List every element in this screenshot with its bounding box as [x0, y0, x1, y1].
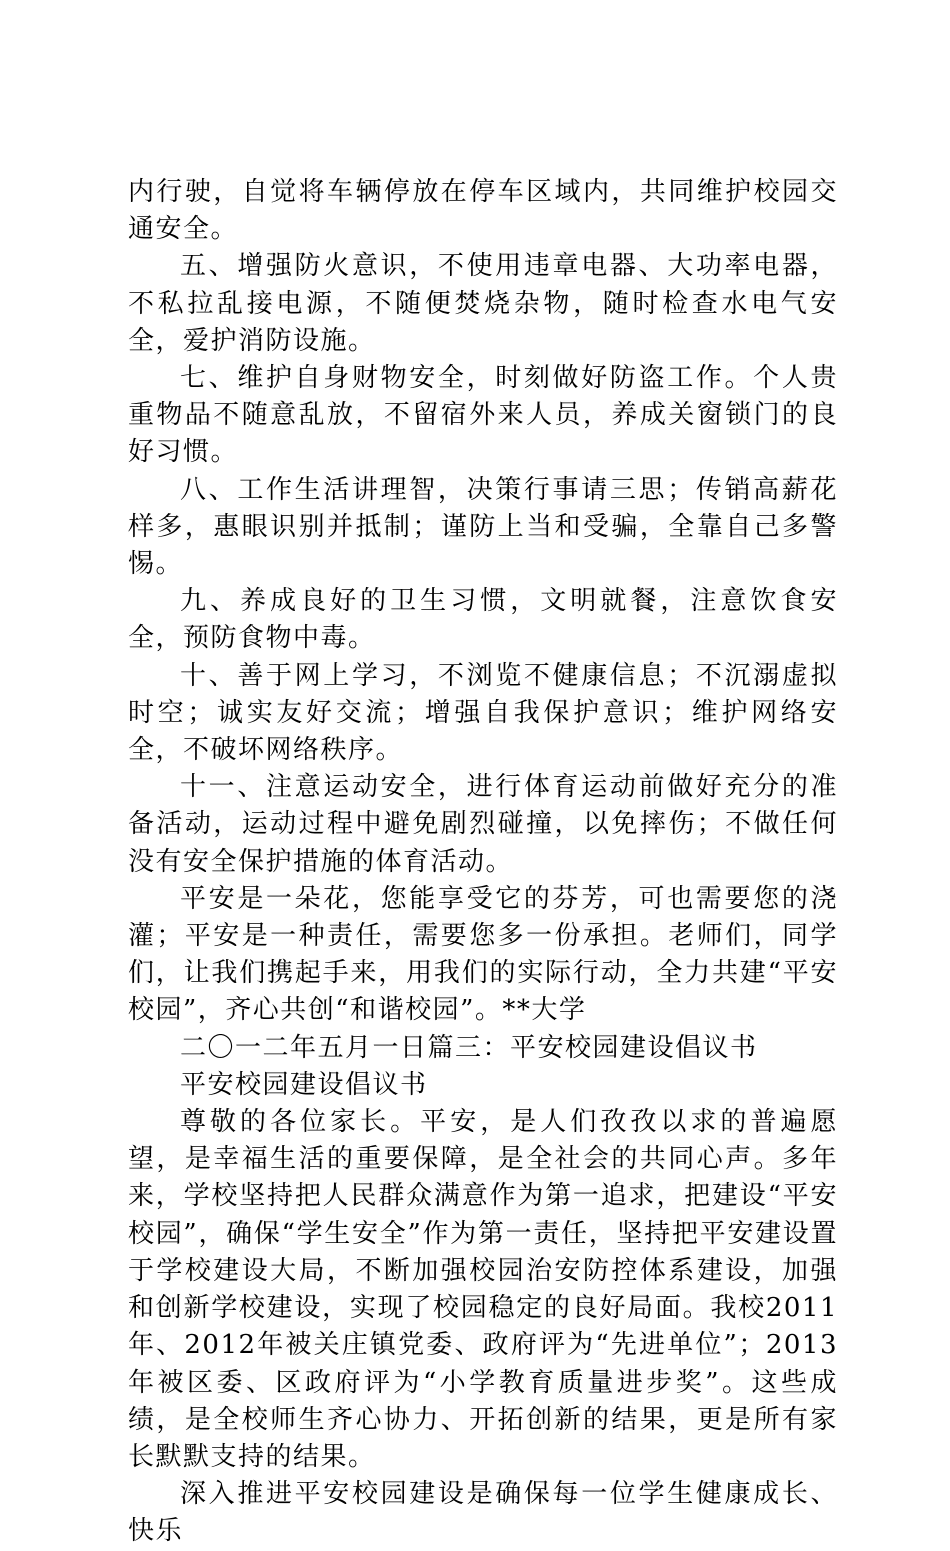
- paragraph-10: 平安校园建设倡议书: [180, 1069, 428, 1100]
- paragraph-11: 尊敬的各位家长。平安，是人们孜孜以求的普遍愿望，是幸福生活的重要保障，是全社会的共同心声。多年来，学校坚持把人民群众满意作为第一追求，把建设“平安校园”，确保“学生安全”作为第一责任，坚持把平安建设置于学校建设大局，不断加强校园治安防控体系建设，加强和创新学校建设，实现了校园稳定的良好局面。我校2011年、2012年被关庄镇党委、政府评为“先进单位”；2013年被区委、区政府评为“小学教育质量进步奖”。这些成绩，是全校师生齐心协力、开拓创新的结果，更是所有家长默默支持的结果。: [128, 1107, 838, 1472]
- paragraph-1: 内行驶，自觉将车辆停放在停车区域内，共同维护校园交通安全。: [128, 177, 838, 245]
- document-body: [128, 174, 838, 1551]
- paragraph-5: 九、养成良好的卫生习惯，文明就餐，注意饮食安全，预防食物中毒。: [128, 586, 838, 654]
- paragraph-3: 七、维护自身财物安全，时刻做好防盗工作。个人贵重物品不随意乱放，不留宿外来人员，养成关窗锁门的良好习惯。: [128, 363, 838, 468]
- paragraph-6: 十、善于网上学习，不浏览不健康信息；不沉溺虚拟时空；诚实友好交流；增强自我保护意识；维护网络安全，不破坏网络秩序。: [128, 660, 838, 766]
- paragraph-7: 十一、注意运动安全，进行体育运动前做好充分的准备活动，运动过程中避免剧烈碰撞，以免摔伤；不做任何没有安全保护措施的体育活动。: [128, 772, 838, 877]
- paragraph-9: 二〇一二年五月一日篇三：平安校园建设倡议书: [180, 1032, 758, 1063]
- paragraph-4: 八、工作生活讲理智，决策行事请三思；传销高薪花样多，惠眼识别并抵制；谨防上当和受骗，全靠自己多警惕。: [128, 474, 838, 580]
- paragraph-12: 深入推进平安校园建设是确保每一位学生健康成长、快乐: [128, 1479, 838, 1547]
- paragraph-8: 平安是一朵花，您能享受它的芬芳，可也需要您的浇灌；平安是一种责任，需要您多一份承担。老师们，同学们，让我们携起手来，用我们的实际行动，全力共建“平安校园”，齐心共创“和谐校园”。**大学: [128, 883, 838, 1026]
- paragraph-2: 五、增强防火意识，不使用违章电器、大功率电器，不私拉乱接电源，不随便焚烧杂物，随时检查水电气安全，爱护消防设施。: [128, 251, 838, 356]
